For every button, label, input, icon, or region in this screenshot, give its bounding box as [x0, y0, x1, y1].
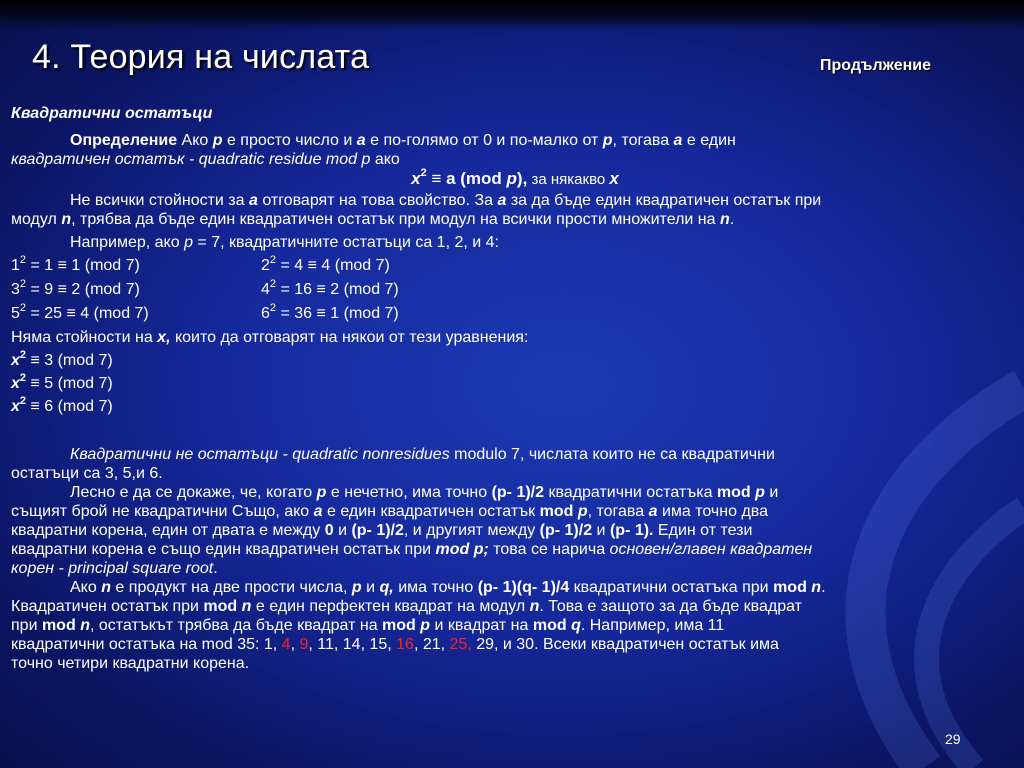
slide-subtitle: Продължение: [820, 57, 932, 74]
product-line-4: квадратични остатъка на mod 35: 1, 4, 9, 11, 14, 15, 16, 21, 25, 29, и 30. Всеки квадратичен остатък има: [11, 636, 779, 653]
nonsolution-2: $x^2 \equiv 5$ (mod 7): [11, 371, 113, 392]
definition-line-1: Определение Ако p е просто число и a е по-голямо от 0 и по-малко от p, тогава a е един: [70, 132, 736, 149]
highlight-residue-16: 16: [396, 636, 414, 653]
slide-title: 4. Теория на числата: [32, 38, 370, 76]
product-line-3: при mod n, остатъкът трябва да бъде квадрат на mod p и квадрат на mod q. Например, има 11: [11, 617, 725, 634]
nonsolution-3: $x^2 \equiv 6$ (mod 7): [11, 394, 113, 415]
definition-word: Определение: [70, 132, 178, 149]
highlight-residue-25: 25,: [449, 636, 472, 653]
highlight-residue-9: 9: [299, 636, 309, 653]
squares-row-3: $5^2 = 25 \equiv 4$ (mod 7) $6^2 = 36 \equiv 1$ (mod 7): [11, 301, 399, 322]
page-number: 29: [945, 731, 961, 747]
nonresidues-line-2: остатъци са 3, 5,и 6.: [11, 465, 163, 482]
top-gradient-band: [0, 0, 1024, 30]
squares-row-1: $1^2 = 1 \equiv 1$ (mod 7) $2^2 = 4 \equiv 4$ (mod 7): [11, 253, 390, 274]
squares-row-2: $3^2 = 9 \equiv 2$ (mod 7) $4^2 = 16 \equiv 2$ (mod 7): [11, 277, 399, 298]
example-intro: Например, ако p = 7, квадратичните остатъци са 1, 2, и 4:: [70, 234, 499, 251]
definition-line-2: квадратичен остатък - quadratic residue mod p ако: [11, 151, 400, 168]
congruence-formula: $x^2 \equiv a$ (mod p), за някакво x: [411, 167, 619, 188]
product-line-2: Квадратичен остатък при mod n е един перфектен квадрат на модул n. Това е защото за да бъде квадрат: [11, 598, 802, 615]
highlight-residue-4: 4: [281, 636, 291, 653]
section-heading: Квадратични остатъци: [11, 105, 213, 122]
easy-line-3: квадратни корена, един от двата е между 0 и (p- 1)/2, и другият между (p- 1)/2 и (p- 1). Един от тези: [11, 522, 753, 539]
no-values-line: Няма стойности на x, които да отговарят на някои от тези уравнения:: [11, 329, 529, 346]
easy-line-5: корен - principal square root.: [11, 560, 218, 577]
easy-line-4: квадратни корена е също един квадратичен остатък при mod p; това се нарича основен/главен квадратен: [11, 541, 813, 558]
not-all-line-1: Не всички стойности за a отговарят на това свойство. За a за да бъде един квадратичен остатък при: [70, 192, 822, 209]
product-line-5: точно четири квадратни корена.: [11, 655, 250, 672]
easy-line-1: Лесно е да се докаже, че, когато p е нечетно, има точно (p- 1)/2 квадратични остатъка mod p и: [70, 484, 779, 501]
nonresidues-line-1: Квадратични не остатъци - quadratic nonresidues modulo 7, числата които не са квадратични: [70, 446, 775, 463]
product-line-1: Ако n е продукт на две прости числа, p и q, има точно (p- 1)(q- 1)/4 квадратични остатъка при mod n.: [70, 579, 826, 596]
slide-body: [11, 104, 1011, 673]
not-all-line-2: модул n, трябва да бъде един квадратичен остатък при модул на всички прости множители на n.: [11, 211, 735, 228]
easy-line-2: същият брой не квадратични Също, ако a е един квадратичен остатък mod p, тогава a има точно два: [11, 503, 768, 520]
nonsolution-1: $x^2 \equiv 3$ (mod 7): [11, 348, 113, 369]
